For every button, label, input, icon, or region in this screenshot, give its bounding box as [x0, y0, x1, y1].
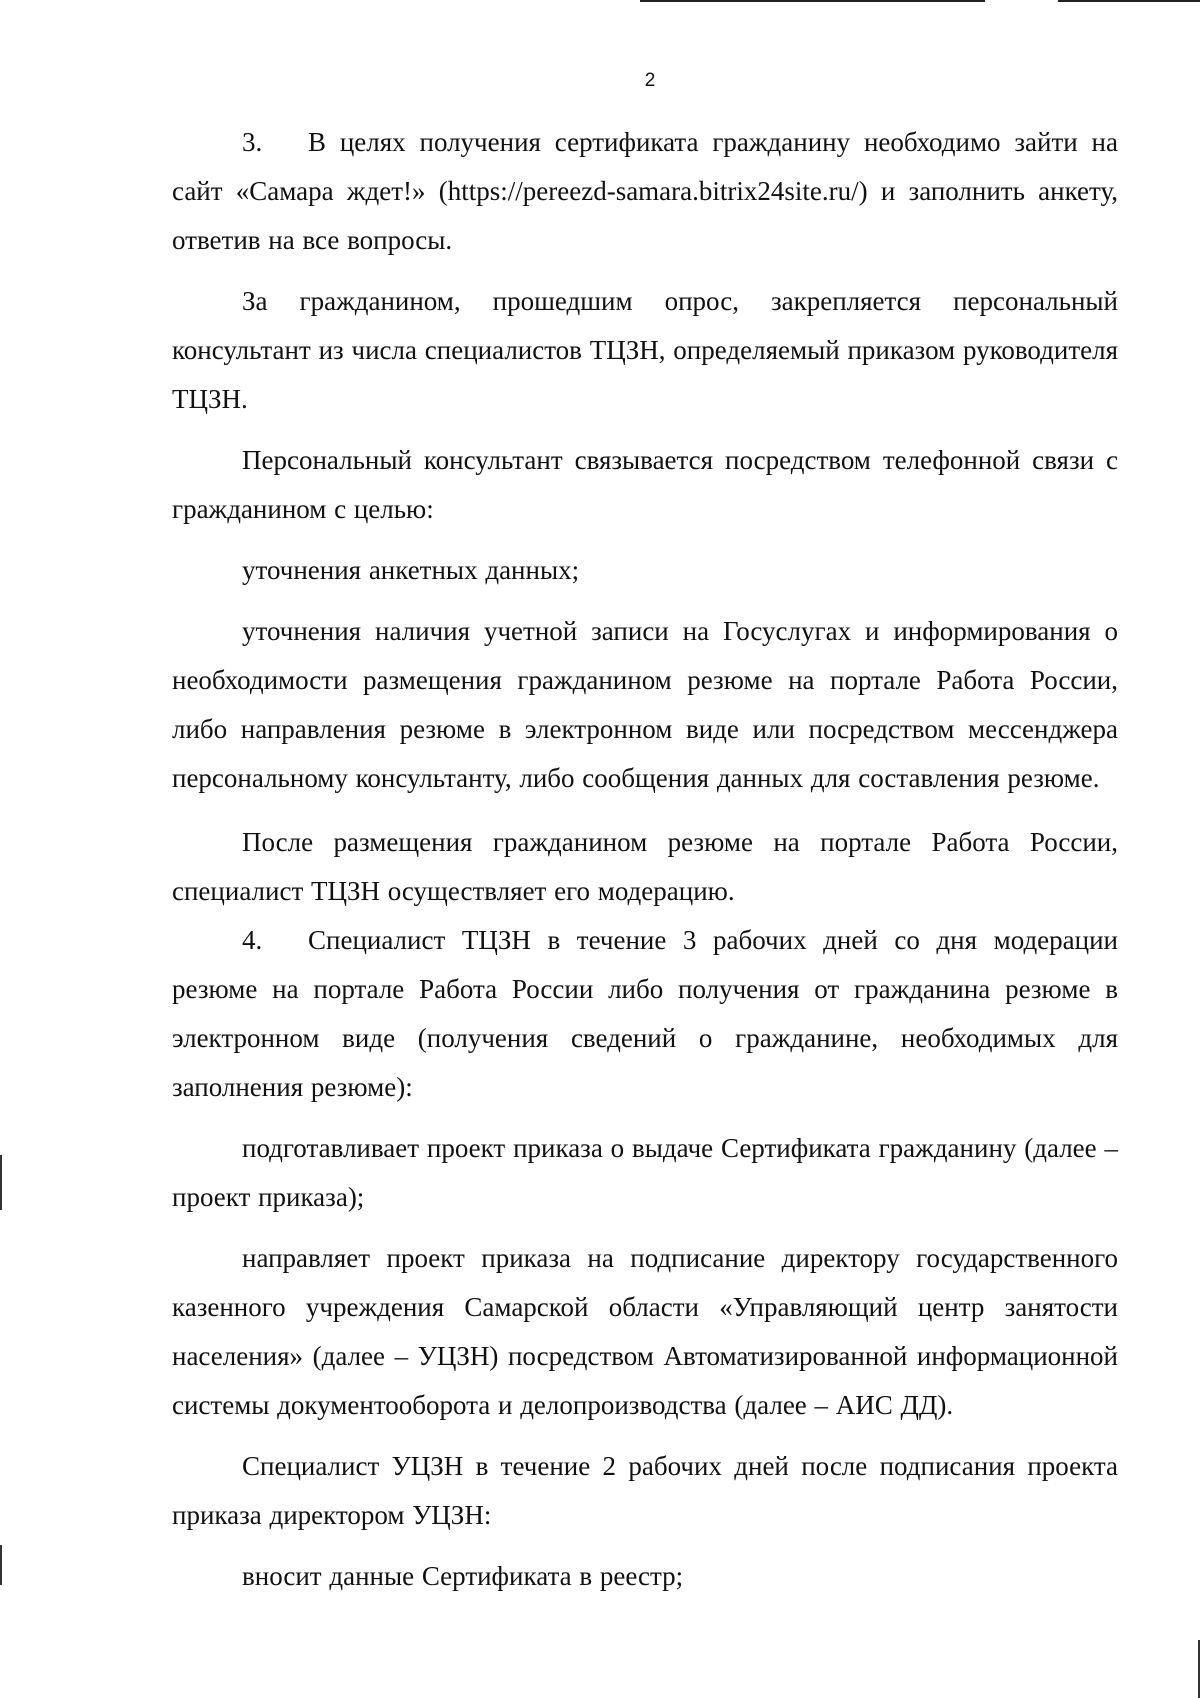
scan-edge-mark [0, 1155, 2, 1210]
document-body [172, 118, 1118, 1601]
paragraph: направляет проект приказа на подписание директору государственного казенного учреждения Самарской области «Управляющий центр занятости населения» (далее – УЦЗН) посредством Автоматизированной информационной системы документооборота и делопроизводства (далее – АИС ДД). [172, 1243, 1118, 1420]
page-number: 2 [644, 70, 656, 91]
paragraph: вносит данные Сертификата в реестр; [242, 1561, 684, 1591]
scan-artifact-line [640, 0, 985, 2]
paragraph: подготавливает проект приказа о выдаче Сертификата гражданину (далее – проект приказа); [172, 1133, 1118, 1212]
scan-edge-mark [0, 1545, 2, 1585]
item-number: 4. [242, 925, 263, 955]
paragraph: уточнения наличия учетной записи на Госуслугах и информирования о необходимости размещения гражданином резюме на портале Работа России, либо направления резюме в электронном виде или посредством мессенджера персональному консультанту, либо сообщения данных для составления резюме. [172, 616, 1118, 793]
paragraph: Специалист УЦЗН в течение 2 рабочих дней после подписания проекта приказа директором УЦЗН: [172, 1451, 1118, 1530]
paragraph: Персональный консультант связывается посредством телефонной связи с гражданином с целью: [172, 445, 1118, 524]
item-number: 3. [242, 127, 263, 157]
paragraph: За гражданином, прошедшим опрос, закрепляется персональный консультант из числа специалистов ТЦЗН, определяемый приказом руководителя ТЦЗН. [172, 286, 1118, 414]
paragraph-item-3: 3. В целях получения сертификата гражданину необходимо зайти на сайт «Самара ждет!» (https://pereezd-samara.bitrix24site.ru/) и заполнить анкету, ответив на все вопросы. [172, 118, 1118, 265]
paragraph-item-4: 4. Специалист ТЦЗН в течение 3 рабочих дней со дня модерации резюме на портале Работа России либо получения от гражданина резюме в электронном виде (получения сведений о гражданине, необходимых для заполнения резюме): [172, 916, 1118, 1112]
paragraph: После размещения гражданином резюме на портале Работа России, специалист ТЦЗН осуществляет его модерацию. [172, 827, 1118, 906]
paragraph: уточнения анкетных данных; [242, 555, 580, 585]
scan-artifact-line [1058, 0, 1200, 2]
